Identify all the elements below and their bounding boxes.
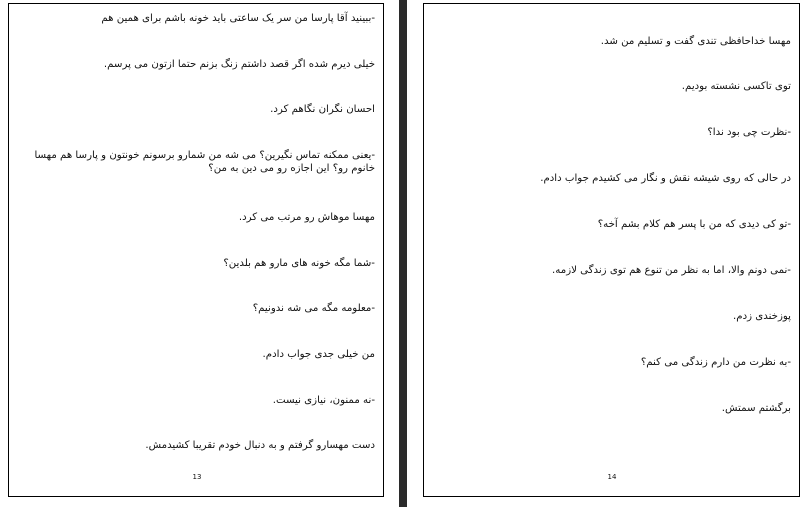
text-line: خیلی دیرم شده اگر قصد داشتم زنگ بزنم حتما ازتون می پرسم.	[103, 59, 375, 70]
page-number: 13	[192, 473, 202, 481]
text-line: دست مهسارو گرفتم و به دنبال خودم تقریبا کشیدمش.	[145, 440, 375, 451]
text-line: -نظرت چی بود ندا؟	[707, 127, 791, 138]
text-line: من خیلی جدی جواب دادم.	[262, 349, 375, 360]
text-line: -نه ممنون، نیازی نیست.	[272, 395, 375, 406]
text-line: برگشتم سمتش.	[721, 403, 791, 414]
text-line: پوزخندی زدم.	[733, 311, 791, 322]
page-gap-divider	[399, 0, 407, 507]
text-line: مهسا خداحافظی تندی گفت و تسلیم من شد.	[600, 36, 791, 47]
text-line: -معلومه مگه می شه ندونیم؟	[252, 303, 375, 314]
text-line: -تو کی دیدی که من با پسر هم کلام بشم آخه؟	[597, 219, 791, 230]
text-line: -شما مگه خونه های مارو هم بلدین؟	[223, 258, 375, 269]
text-line: مهسا موهاش رو مرتب می کرد.	[238, 212, 375, 223]
page-14	[423, 3, 800, 497]
text-line: -به نظرت من دارم زندگی می کنم؟	[640, 357, 791, 368]
page-number: 14	[607, 473, 617, 481]
text-line: در حالی که روی شیشه نقش و نگار می کشیدم جواب دادم.	[540, 173, 791, 184]
text-paragraph: -یعنی ممکنه تماس نگیرین؟ می شه من شمارو برسونم خونتون و پارسا هم مهسا خانوم رو؟ این اجازه رو می دین به من؟	[34, 150, 375, 174]
page-13	[8, 3, 384, 497]
text-line: احسان نگران نگاهم کرد.	[270, 104, 375, 115]
text-line: -ببینید آقا پارسا من سر یک ساعتی باید خونه باشم برای همین هم	[101, 13, 375, 24]
text-line: -نمی دونم والا، اما به نظر من تنوع هم توی زندگی لازمه.	[552, 265, 791, 276]
text-line: توی تاکسی نشسته بودیم.	[681, 81, 791, 92]
